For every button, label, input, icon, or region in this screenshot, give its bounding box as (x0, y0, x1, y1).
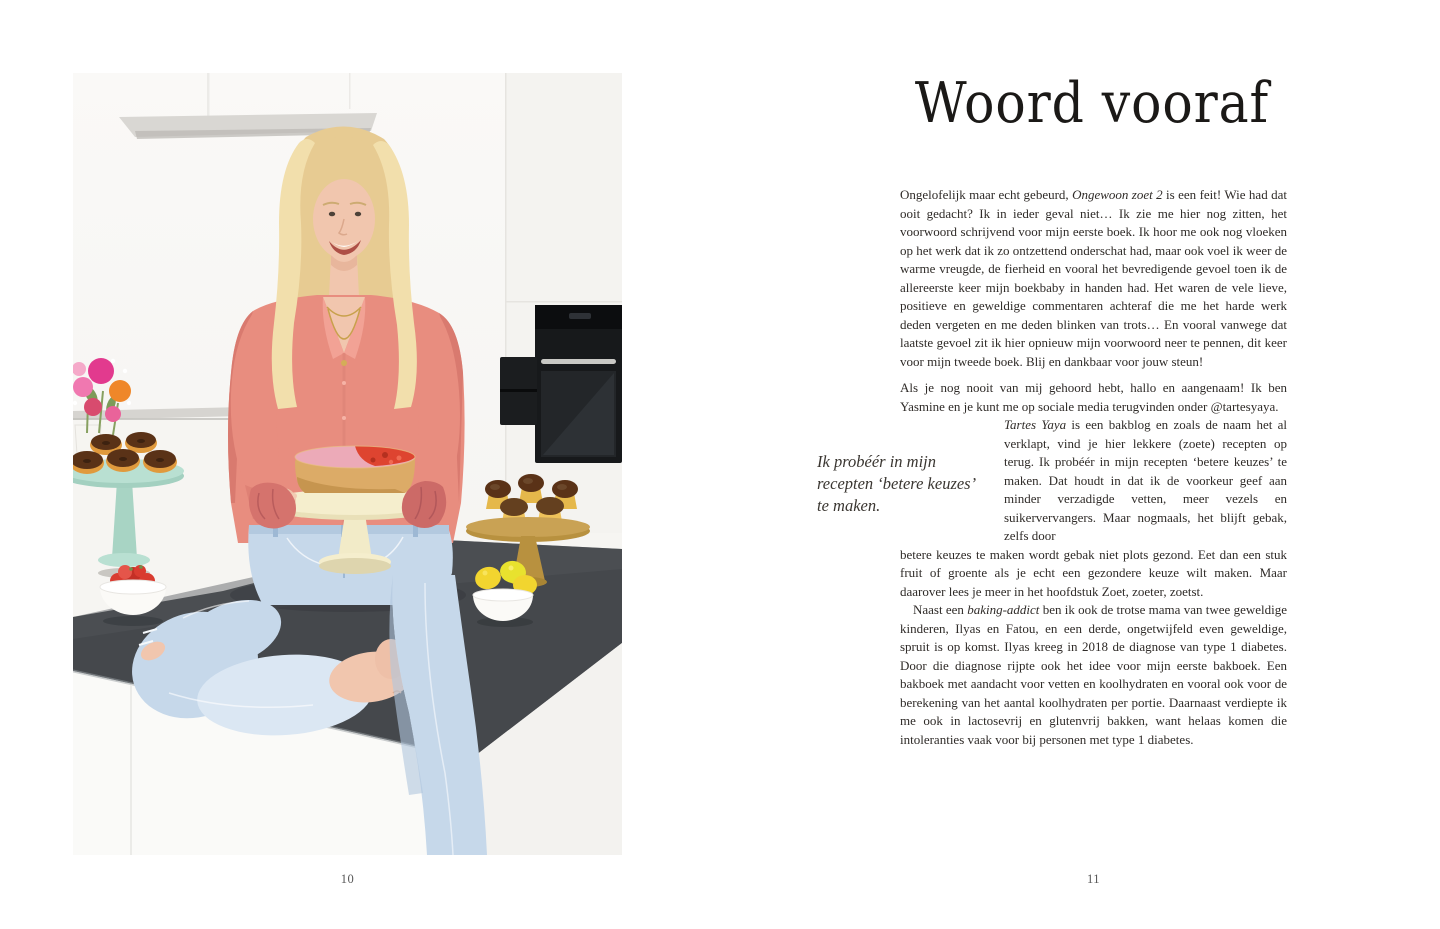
kitchen-photo (73, 73, 622, 855)
paragraph-3: Naast een baking-addict ben ik ook de trotse mama van twee geweldige kinderen, Ilyas en Fatou, en een derde, ongetwijfeld even geweldige, spruit is op komst. Ilyas kreeg in 2018 de diagnose van type 1 diabetes. Door die diagnose rijpte ook het idee voor mijn eerste bakboek. Een bakboek met aandacht voor vetten en koolhydraten en vooral ook voor de berekening van het aantal koolhydraten per portie. Daarnaast verdiepte ik me ook in lactosevrij en glutenvrij bakken, want helaas komen die intoleranties vaak voor bij personen met type 1 diabetes. (900, 602, 1288, 747)
kitchen-photo-illustration (73, 73, 622, 855)
wall-oven (535, 305, 622, 463)
paragraph-2-continued: betere keuzes te maken wordt gebak niet plots gezond. Eet dan een stuk fruit of groente als je echt een gezondere keuze wilt maken. Maar daarover lees je meer in het hoofdstuk Zoet, zoeter, zoetst. (900, 546, 1287, 599)
cabinet-column (505, 73, 622, 533)
paragraph-1: Ongelofelijk maar echt gebeurd, Ongewoon zoet 2 is een feit! Wie had dat ooit gedacht? Ik in ieder geval niet… Ik zie me hier nog zitten, het voorwoord schrijvend voor mijn eerste boek. Ik hoor me ook nog vloeken op het werk dat ik zo ontzettend onderschat had, maar ook voel ik weer de warme vreugde, de fierheid en vooral het bevredigende gevoel toen ik de allereerste keer mijn boekbaby in handen had. Het waren de vele lieve, positieve en geweldige commentaren achteraf die me het harde werk deden vergeten en me deden blinken van trots… En vooral vanwege dat laatste gevoel zit ik hier opnieuw mijn voorwoord neer te pennen, dit keer voor mijn tweede boek. Blij en dankbaar voor jouw steun! (900, 187, 1287, 369)
foreword-text (900, 186, 1287, 749)
face (313, 179, 375, 259)
coffee-machine (500, 357, 537, 425)
chapter-title: Woord vooraf (914, 71, 1270, 136)
pull-quote: Ik probéér in mijn recepten ‘betere keuzes’ te maken. (817, 452, 975, 515)
page-number-left: 10 (340, 872, 355, 886)
paragraph-2-intro: Als je nog nooit van mij gehoord hebt, hallo en aangenaam! Ik ben Yasmine en je kunt me op sociale media terugvinden onder @tartesyaya. (900, 380, 1287, 414)
page-number-right: 11 (1086, 872, 1101, 886)
cheesecake (295, 446, 415, 493)
paragraph-2-indented: Tartes Yaya is een bakblog en zoals de naam het al verklapt, vind je hier lekkere (zoete) recepten op terug. Ik probéér in mijn recepten ‘betere keuzes’ te maken. Dat houdt in dat ik de voorkeur geef aan minder verzadigde vetten, meer vezels en suikervervangers. Maar nogmaals, het blijft gebak, zelfs door (1004, 417, 1288, 543)
